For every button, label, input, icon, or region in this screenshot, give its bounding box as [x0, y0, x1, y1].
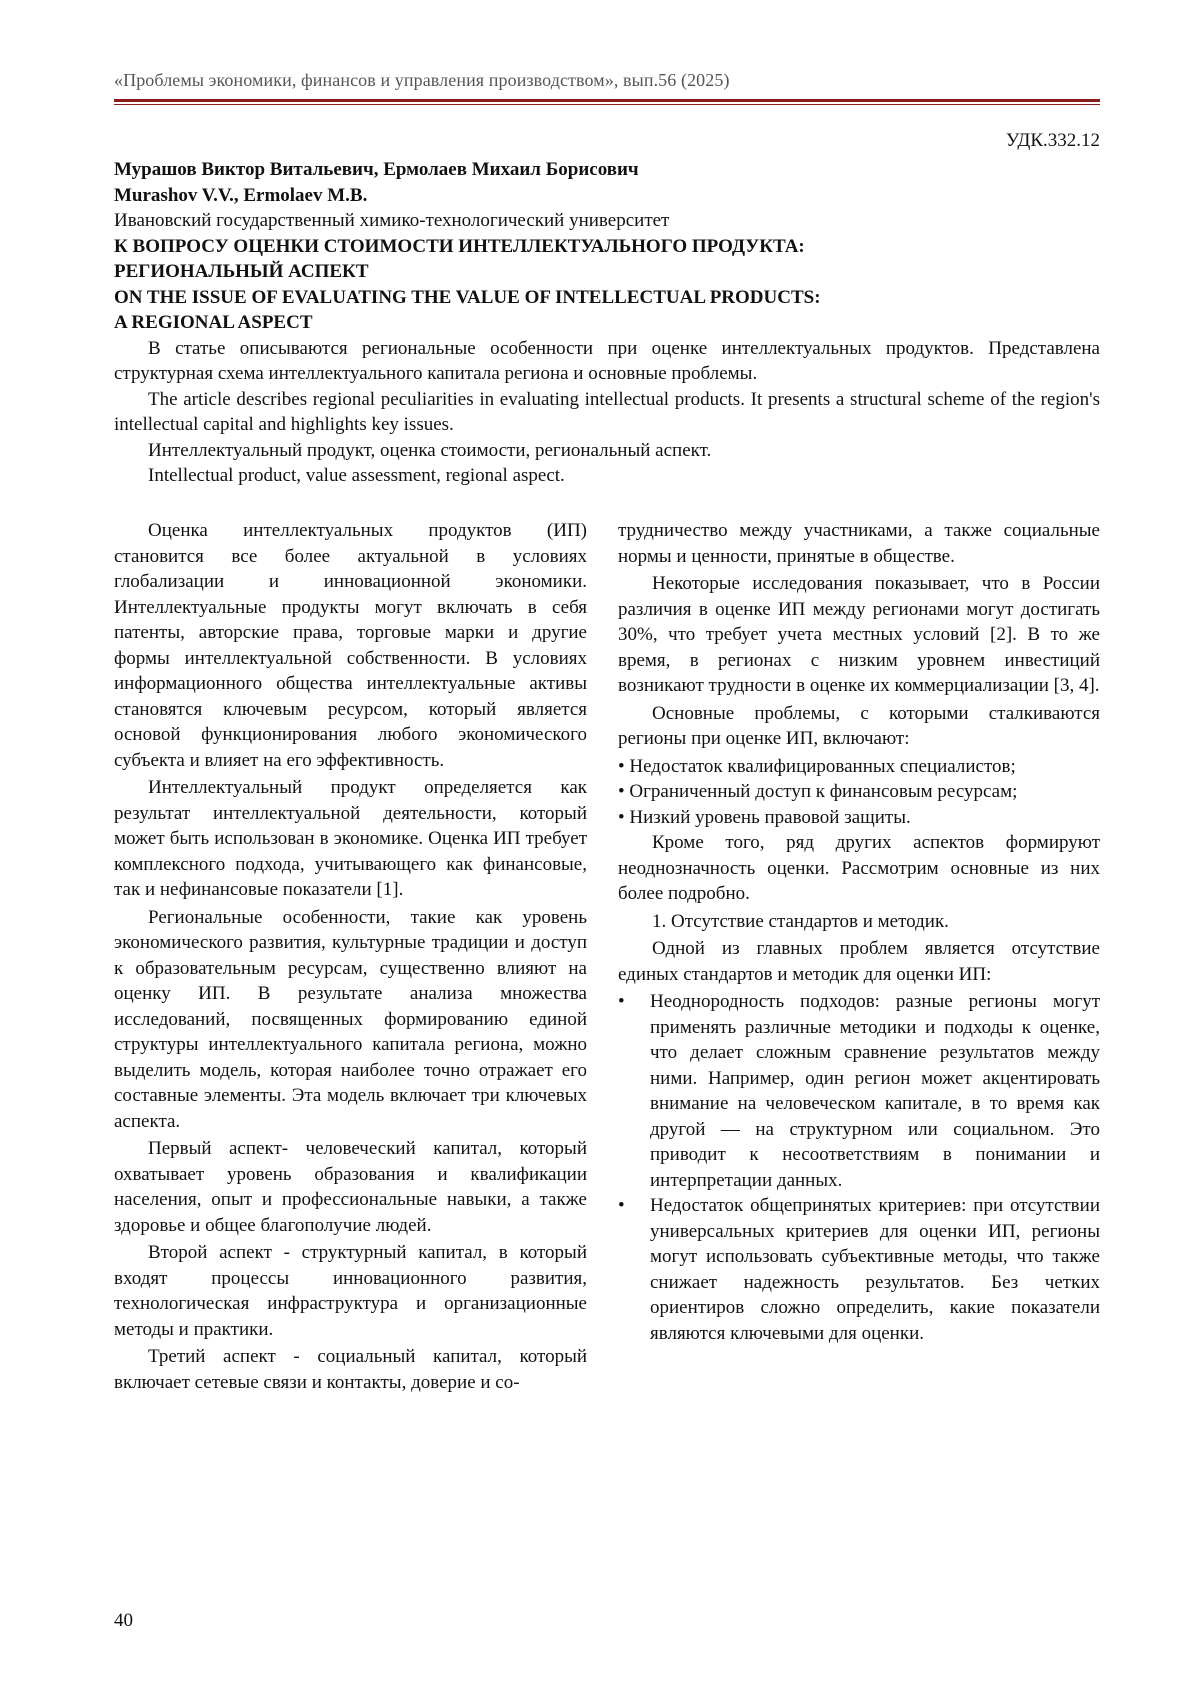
page-number: 40 — [114, 1610, 133, 1631]
authors-ru: Мурашов Виктор Витальевич, Ермолаев Михаил Борисович — [114, 159, 639, 180]
left-column — [114, 518, 587, 1397]
title-en-line-1: ON THE ISSUE OF EVALUATING THE VALUE OF INTELLECTUAL PRODUCTS: — [114, 286, 821, 308]
problem-item: • Низкий уровень правовой защиты. — [618, 806, 911, 828]
list-item — [618, 1193, 1100, 1346]
bullet-marker: • — [618, 991, 625, 1012]
header-rule-thin — [114, 104, 1100, 105]
title-ru-line-1: К ВОПРОСУ ОЦЕНКИ СТОИМОСТИ ИНТЕЛЛЕКТУАЛЬНОГО ПРОДУКТА: — [114, 235, 805, 257]
title-en-line-2: A REGIONAL ASPECT — [114, 312, 313, 333]
list-item-text: Недостаток общепринятых критериев: при отсутствии универсальных критериев для оценки ИП, регионы могут использовать субъективные методы, что также снижает надежность результатов. Без четких ориентиров сложно определить, какие показатели являются ключевыми для оценки. — [650, 1195, 1100, 1344]
paragraph: Кроме того, ряд других аспектов формируют неоднозначность оценки. Рассмотрим основные из них более подробно. — [618, 832, 1100, 904]
paragraph: трудничество между участниками, а также социальные нормы и ценности, принятые в обществе. — [618, 520, 1100, 567]
section-heading: 1. Отсутствие стандартов и методик. — [652, 910, 949, 932]
keywords-en: Intellectual product, value assessment, regional aspect. — [148, 465, 565, 486]
list-item — [618, 989, 1100, 1193]
paragraph: Интеллектуальный продукт определяется как результат интеллектуальной деятельности, который может быть использован в экономике. Оценка ИП требует комплексного подхода, учитывающего как финансовые, так и нефинансовые показатели [1]. — [114, 777, 587, 900]
list-item-text: Неоднородность подходов: разные регионы могут применять различные методики и подходы к оценке, что делает сложным сравнение результатов между ними. Например, один регион может акцентировать внимание на человеческом капитале, в то время как другой — на структурном или социальном. Это приводит к несоответствиям в понимании и интерпретации данных. — [650, 991, 1100, 1191]
bullet-marker: • — [618, 1195, 625, 1216]
abstract-en: The article describes regional peculiarities in evaluating intellectual products. It presents a structural scheme of the region's intellectual capital and highlights key issues. — [114, 388, 1100, 435]
journal-header: «Проблемы экономики, финансов и управления производством», вып.56 (2025) — [114, 70, 730, 90]
keywords-ru: Интеллектуальный продукт, оценка стоимости, региональный аспект. — [148, 439, 712, 461]
paragraph: Некоторые исследования показывает, что в России различия в оценке ИП между регионами могут достигать 30%, что требует учета местных условий [2]. В то же время, в регионах с низким уровнем инвестиций возникают трудности в оценке их коммерциализации [3, 4]. — [618, 573, 1100, 696]
paragraph: Первый аспект- человеческий капитал, который охватывает уровень образования и квалификации населения, опыт и профессиональные навыки, а также здоровье и общее благополучие людей. — [114, 1138, 587, 1236]
header-rule-thick — [114, 99, 1100, 102]
title-ru-line-2: РЕГИОНАЛЬНЫЙ АСПЕКТ — [114, 261, 369, 282]
affiliation: Ивановский государственный химико-технологический университет — [114, 210, 670, 231]
article-front-matter — [114, 157, 1100, 489]
bullet-list — [618, 989, 1100, 1346]
abstract-ru: В статье описываются региональные особенности при оценке интеллектуальных продуктов. Представлена структурная схема интеллектуального капитала региона и основные проблемы. — [114, 337, 1100, 384]
paragraph: Второй аспект - структурный капитал, в который входят процессы инновационного развития, технологическая инфраструктура и организационные методы и практики. — [114, 1242, 587, 1340]
udc-code: УДК.332.12 — [1005, 130, 1100, 151]
paragraph: Одной из главных проблем является отсутствие единых стандартов и методик для оценки ИП: — [618, 938, 1100, 985]
paragraph: Оценка интеллектуальных продуктов (ИП) становится все более актуальной в условиях глобализации и инновационной экономики. Интеллектуальные продукты могут включать в себя патенты, авторские права, торговые марки и другие формы интеллектуальной собственности. В условиях информационного общества интеллектуальные активы становятся ключевым ресурсом, который является основой функционирования любого экономического субъекта и влияет на его эффективность. — [114, 520, 587, 771]
problem-item: • Недостаток квалифицированных специалистов; — [618, 755, 1016, 777]
problem-item: • Ограниченный доступ к финансовым ресурсам; — [618, 781, 1018, 802]
right-column — [618, 518, 1100, 1346]
paragraph: Третий аспект - социальный капитал, который включает сетевые связи и контакты, доверие и со- — [114, 1346, 587, 1393]
authors-en: Murashov V.V., Ermolaev M.B. — [114, 184, 368, 206]
paragraph: Региональные особенности, такие как уровень экономического развития, культурные традиции и доступ к образовательным ресурсам, существенно влияют на оценку ИП. В результате анализа множества исследований, посвященных формированию единой структуры интеллектуального капитала региона, можно выделить модель, которая наиболее точно отражает его составные элементы. Эта модель включает три ключевых аспекта. — [114, 906, 587, 1132]
paragraph: Основные проблемы, с которыми сталкиваются регионы при оценке ИП, включают: — [618, 702, 1100, 749]
